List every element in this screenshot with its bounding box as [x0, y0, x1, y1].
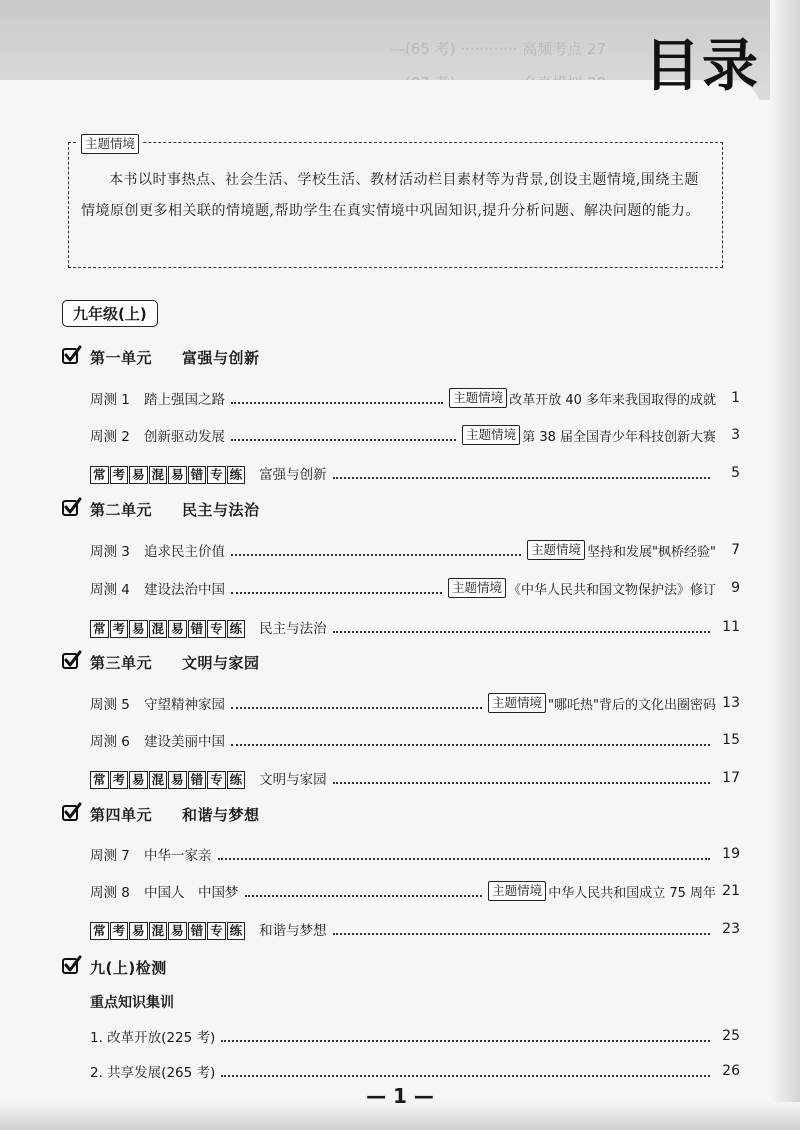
theme-topic: [488, 881, 716, 901]
grade-heading: 九年级(上): [62, 300, 158, 327]
unit-heading: [62, 802, 260, 826]
theme-tag-wrap: [77, 133, 143, 154]
theme-topic: [527, 540, 716, 560]
toc-entry-label: [90, 693, 225, 713]
week-label: 周测 5: [90, 697, 130, 713]
unit-label: 第四单元: [90, 805, 153, 824]
badge-char: 错: [188, 922, 207, 940]
week-label: 周测 8: [90, 885, 130, 901]
unit-heading: [62, 497, 260, 521]
checkbox-checked-icon: [62, 955, 82, 979]
unit-label: 第一单元: [90, 348, 153, 367]
badge-char: 练: [227, 771, 246, 789]
entry-title: 中国人 中国梦: [144, 885, 239, 901]
unit-label: 九(上)检测: [90, 958, 167, 977]
week-label: 周测 4: [90, 582, 130, 598]
toc-entry-label: [90, 425, 225, 445]
toc-row: [90, 1025, 740, 1047]
page-ref: 1: [731, 390, 740, 406]
page-ref: 13: [722, 695, 740, 711]
theme-topic-text: "哪吒热"背后的文化出圈密码: [548, 697, 716, 713]
toc-entry-label: [90, 730, 225, 750]
week-label: 周测 7: [90, 848, 130, 864]
page-number: — 1 —: [366, 1084, 434, 1108]
week-label: 周测 3: [90, 544, 130, 560]
page-ref: 17: [722, 770, 740, 786]
dot-leader: [231, 430, 456, 441]
exercise-badge: [90, 771, 245, 789]
dot-leader: [245, 886, 483, 897]
unit-name: 民主与法治: [182, 500, 260, 519]
toc-entry-label: [90, 919, 327, 940]
checkbox-checked-icon: [62, 345, 82, 369]
theme-tag: 主题情境: [488, 693, 546, 713]
theme-tag: 主题情境: [488, 881, 546, 901]
unit-name: 富强与创新: [182, 348, 260, 367]
badge-char: 考: [110, 922, 129, 940]
page-ref: 19: [722, 846, 740, 862]
dot-leader: [221, 1031, 710, 1042]
entry-title: 中华一家亲: [144, 848, 212, 864]
badge-char: 考: [110, 771, 129, 789]
toc-row: [90, 880, 740, 902]
unit-heading: [62, 955, 167, 979]
toc-special-row: [90, 616, 740, 638]
bleed-through-text: —(65 考) ············ 高频考点 27: [390, 40, 607, 58]
page-title: 目录: [644, 34, 760, 99]
badge-char: 常: [90, 466, 109, 484]
dot-leader: [218, 849, 711, 860]
theme-topic: [462, 425, 716, 445]
badge-char: 混: [149, 466, 168, 484]
theme-topic-text: 坚持和发展"枫桥经验": [587, 544, 716, 560]
toc-entry-label: [90, 1061, 215, 1081]
toc-entry-label: [90, 1026, 215, 1046]
badge-char: 练: [227, 922, 246, 940]
page-ref: 9: [731, 580, 740, 596]
week-label: 周测 6: [90, 734, 130, 750]
checkbox-checked-icon: [62, 497, 82, 521]
badge-char: 常: [90, 620, 109, 638]
dot-leader: [333, 924, 710, 935]
checkbox-checked-icon: [62, 650, 82, 674]
badge-char: 错: [188, 771, 207, 789]
unit-heading: [62, 345, 260, 369]
entry-title: 守望精神家园: [144, 697, 225, 713]
key-knowledge-heading: 重点知识集训: [90, 995, 174, 1011]
badge-char: 易: [129, 922, 148, 940]
entry-title: 建设法治中国: [144, 582, 225, 598]
toc-entry-label: [90, 463, 327, 484]
badge-char: 错: [188, 620, 207, 638]
entry-title: 民主与法治: [259, 620, 327, 637]
week-label: 周测 2: [90, 429, 130, 445]
dot-leader: [231, 583, 442, 594]
page-ref: 26: [722, 1063, 740, 1079]
badge-char: 错: [188, 466, 207, 484]
dot-leader: [231, 735, 710, 746]
toc-entry-label: [90, 881, 239, 901]
theme-topic-text: 《中华人民共和国文物保护法》修订: [507, 582, 716, 598]
entry-title: 文明与家园: [259, 771, 327, 788]
week-label: 周测 1: [90, 392, 130, 408]
badge-char: 易: [129, 771, 148, 789]
badge-char: 考: [110, 620, 129, 638]
toc-special-row: [90, 918, 740, 940]
dot-leader: [333, 773, 710, 784]
page-ref: 15: [722, 732, 740, 748]
unit-label: 第三单元: [90, 653, 153, 672]
theme-tag: 主题情境: [527, 540, 585, 560]
badge-char: 练: [227, 620, 246, 638]
badge-char: 易: [168, 922, 187, 940]
entry-title: 追求民主价值: [144, 544, 225, 560]
entry-title: 富强与创新: [259, 466, 327, 483]
theme-topic-text: 第 38 届全国青少年科技创新大赛: [522, 429, 716, 445]
toc-entry-label: [90, 844, 212, 864]
toc-row: [90, 424, 740, 446]
theme-topic: [488, 693, 716, 713]
entry-title: 和谐与梦想: [259, 922, 327, 939]
toc-row: [90, 387, 740, 409]
dot-leader: [333, 468, 710, 479]
entry-title: 建设美丽中国: [144, 734, 225, 750]
badge-char: 易: [168, 466, 187, 484]
badge-char: 易: [129, 466, 148, 484]
entry-title: 1. 改革开放(225 考): [90, 1030, 216, 1046]
page-ref: 11: [722, 619, 740, 635]
page-edge-shadow: [770, 0, 800, 1130]
theme-tag: 主题情境: [448, 578, 506, 598]
entry-title: 2. 共享发展(265 考): [90, 1065, 216, 1081]
badge-char: 常: [90, 771, 109, 789]
dot-leader: [231, 545, 521, 556]
toc-row: [90, 729, 740, 751]
badge-char: 易: [129, 620, 148, 638]
badge-char: 混: [149, 771, 168, 789]
dot-leader: [231, 393, 443, 404]
entry-title: 踏上强国之路: [144, 392, 225, 408]
toc-row: [90, 539, 740, 561]
toc-row: [90, 1060, 740, 1082]
badge-char: 混: [149, 620, 168, 638]
toc-entry-label: [90, 617, 327, 638]
toc-special-row: [90, 462, 740, 484]
entry-title: 创新驱动发展: [144, 429, 225, 445]
theme-tag: 主题情境: [462, 425, 520, 445]
unit-label: 第二单元: [90, 500, 153, 519]
exercise-badge: [90, 922, 245, 940]
theme-topic: [448, 578, 716, 598]
badge-char: 易: [168, 771, 187, 789]
toc-special-row: [90, 767, 740, 789]
theme-description: 本书以时事热点、社会生活、学校生活、教材活动栏目素材等为背景,创设主题情境,围绕主题情境原创更多相关联的情境题,帮助学生在真实情境中巩固知识,提升分析问题、解决问题的能力。: [81, 172, 700, 219]
theme-tag: 主题情境: [81, 134, 139, 154]
unit-name: 文明与家园: [182, 653, 260, 672]
badge-char: 考: [110, 466, 129, 484]
badge-char: 专: [207, 620, 226, 638]
toc-entry-label: [90, 578, 225, 598]
page-ref: 5: [731, 465, 740, 481]
exercise-badge: [90, 620, 245, 638]
theme-tag: 主题情境: [449, 388, 507, 408]
page-ref: 21: [722, 883, 740, 899]
checkbox-checked-icon: [62, 802, 82, 826]
toc-entry-label: [90, 768, 327, 789]
unit-heading: [62, 650, 260, 674]
page-ref: 7: [731, 542, 740, 558]
theme-topic-text: 改革开放 40 多年来我国取得的成就: [509, 392, 716, 408]
badge-char: 练: [227, 466, 246, 484]
badge-char: 专: [207, 771, 226, 789]
badge-char: 专: [207, 466, 226, 484]
toc-row: [90, 692, 740, 714]
badge-char: 常: [90, 922, 109, 940]
toc-entry-label: [90, 540, 225, 560]
toc-row: [90, 843, 740, 865]
page-ref: 25: [722, 1028, 740, 1044]
page-ref: 3: [731, 427, 740, 443]
toc-row: [90, 577, 740, 599]
badge-char: 易: [168, 620, 187, 638]
theme-topic-text: 中华人民共和国成立 75 周年: [548, 885, 716, 901]
dot-leader: [333, 622, 710, 633]
dot-leader: [231, 698, 482, 709]
theme-topic: [449, 388, 716, 408]
dot-leader: [221, 1066, 710, 1077]
theme-intro-box: [68, 136, 723, 268]
exercise-badge: [90, 466, 245, 484]
badge-char: 混: [149, 922, 168, 940]
badge-char: 专: [207, 922, 226, 940]
toc-entry-label: [90, 388, 225, 408]
unit-name: 和谐与梦想: [182, 805, 260, 824]
page-ref: 23: [722, 921, 740, 937]
